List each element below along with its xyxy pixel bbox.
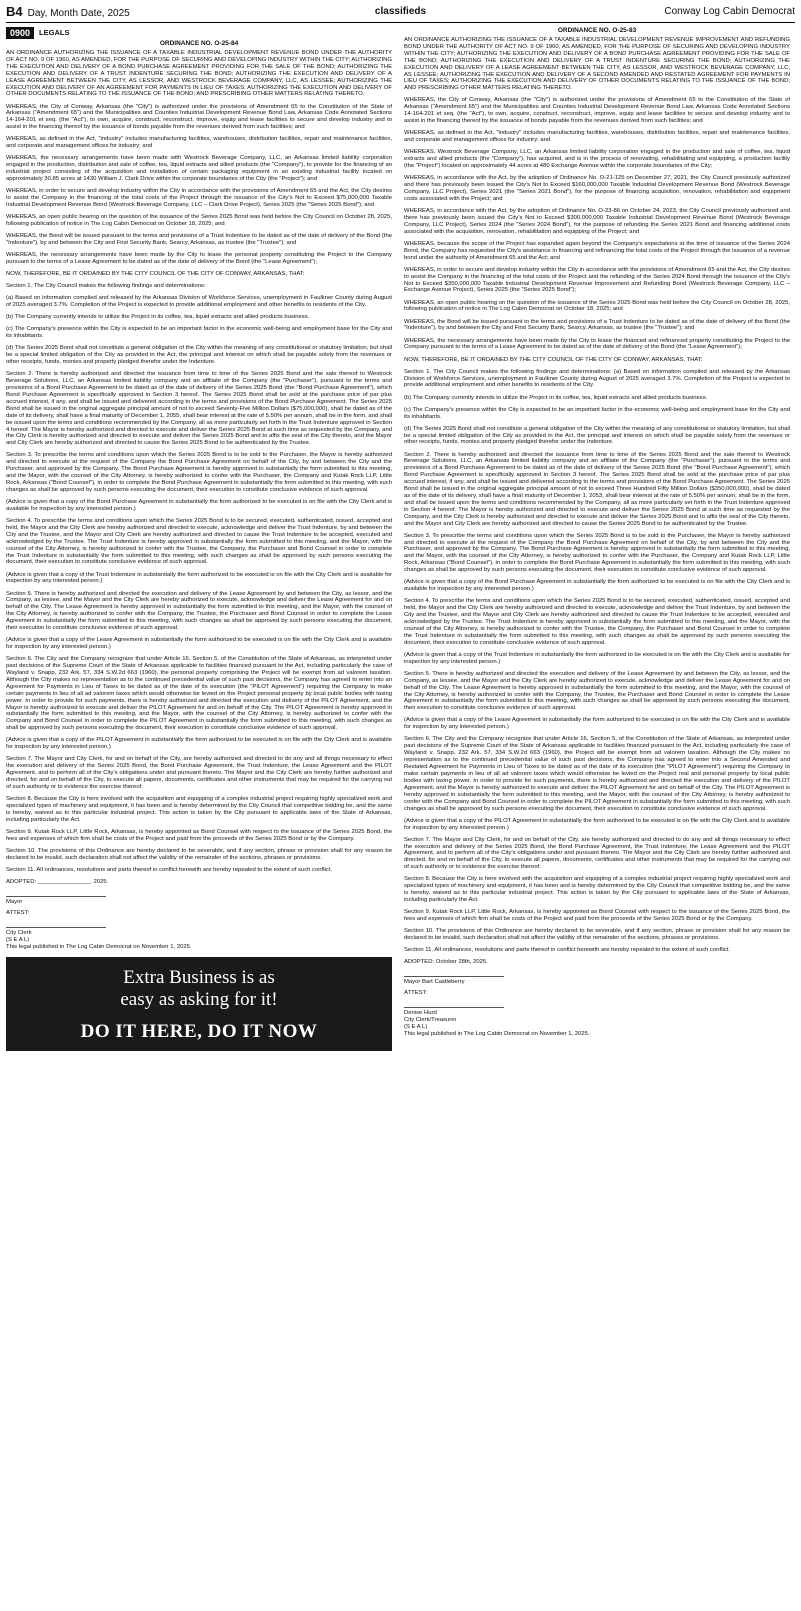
ordinance-paragraph: Section 5. There is hereby authorized and directed the execution and delivery of the Lease Agreement by and between the City, as lessor, and the Company, as lessee, and the Mayor and the City Clerk are hereby authorized to execute, acknowledge and deliver the Lease Agreement for and on behalf of the City. The Lease Agreement is hereby approved in substantially the form submitted to this meeting, and the Mayor, with the counsel of the City Attorney, is hereby authorized to confer with the Company, the Trustee, the Purchaser and Bond Counsel in order to complete the Lease Agreement in substantially the form submitted to this meeting, with such changes as shall be approved by such persons executing the document, their execution to constitute conclusive evidence of such approval. [404, 670, 790, 712]
attest-label: ATTEST: [404, 990, 428, 997]
house-ad[interactable] [6, 957, 392, 1051]
ordinance-paragraph: Section 2. There is hereby authorized and directed the issuance from time to time of the Series 2025 Bond and the sale thereof to Westrock Beverage Solutions, LLC, an Arkansas limited liability company and an affiliate of the Company (the "Purchaser"), pursuant to the terms and provisions of a Bond Purchase Agreement to be dated as of the date of delivery of the Series 2025 Bond (the "Bond Purchase Agreement"), which Bond Purchase Agreement is specifically approved in Section 3 hereof. The Series 2025 Bond shall be sold at the purchase price of par plus accrued interest, if any, and shall be issued and delivered according to the terms and provisions of the Bond Purchase Agreement. The Series 2025 Bond shall be issued in the original aggregate principal amount of not to exceed Three Hundred Fifty Million Dollars ($350,000,000), shall be dated as of the date of its delivery, shall have a final maturity of December 1, 2053, shall bear interest at the rate of 5.50% per annum, shall be in the form, and shall be issued upon the terms and conditions recommended by the Company, all as more particularly set forth in the Trust Indenture approved in Section 4 hereof. The Mayor is hereby authorized and directed to execute and deliver the Series 2025 Bond at such time as requested by the Company, and the City Clerk is hereby authorized and directed to execute and deliver the Series 2025 Bond and to affix the seal of the City thereto, and the Mayor and City Clerk are hereby authorized and directed to cause the Series 2025 Bond to be authenticated by the Trustee. [404, 451, 790, 527]
left-column [6, 26, 392, 1051]
ordinance-paragraph: (d) The Series 2025 Bond shall not constitute a general obligation of the City within the meaning of any constitutional or statutory limitation, but shall be a special limited obligation of the City as provided in the Act, the principal and interest on which shall be payable solely from the revenues or other receipts, funds, monies and property pledged therefor under the Indenture. [6, 345, 392, 366]
ordinance-paragraph: (Advice is given that a copy of the Lease Agreement in substantially the form authorized to be executed is on file with the City Clerk and is available for inspection by any interested person.) [404, 717, 790, 731]
clerk-name: Denise Hurd [404, 1010, 437, 1017]
ordinance-paragraph: (Advice is given that a copy of the Bond Purchase Agreement in substantially the form authorized to be executed is on file with the City Clerk and is available for inspection by any interested person.) [404, 579, 790, 593]
adopted-line: ADOPTED: October 28th, 2025. [404, 959, 488, 966]
ordinance-paragraph: Section 11. All ordinances, resolutions and parts thereof in conflict herewith are hereby repealed to the extent of such conflict. [404, 947, 731, 954]
ordinance-paragraph: WHEREAS, Westrock Beverage Company, LLC, an Arkansas limited liability corporation engaged in the production and sale of coffee, tea, liquid extracts and allied products (the "Company"), has acquired, and is in the process of renovating, rehabilitating and equipping, a production facility (the "Project") located on approximately 44 acres at 480 Exchange Avenue within the corporate boundaries of the City; [404, 149, 790, 170]
ordinance-body [6, 50, 392, 874]
ordinance-paragraph: Section 3. To prescribe the terms and conditions upon which the Series 2025 Bond is to be sold to the Purchaser, the Mayor is hereby authorized and directed to execute at the request of the Company the Bond Purchase Agreement on behalf of the City, by and between the City and the Purchaser, and approved by the Company. The Bond Purchase Agreement is hereby approved in substantially the form submitted to this meeting, and the Mayor, with the counsel of the City Attorney, is hereby authorized to confer with the Purchaser, the Company and Kutak Rock LLP, Little Rock, Arkansas ("Bond Counsel"), in order to complete the Bond Purchase Agreement in substantially the form submitted to this meeting, with such changes as shall be approved by such persons executing the document, their execution to constitute conclusive evidence of such approval. [404, 532, 790, 574]
ordinance-paragraph: Section 4. To prescribe the terms and conditions upon which the Series 2025 Bond is to be secured, executed, authenticated, issued, accepted and held, the Mayor and the City Clerk are hereby authorized and directed to execute, acknowledge and deliver the Trust Indenture, by and between the City and the Trustee, and the Mayor and City Clerk are hereby authorized and directed to cause the Trust Indenture to be accepted, executed and acknowledged by the Trustee. The Trust Indenture is hereby approved in substantially the form submitted to this meeting, and the Mayor, with the counsel of the City Attorney, is hereby authorized to confer with the Trustee, the Company, the Purchaser and Bond Counsel in order to complete the Trust Indenture in substantially the form submitted to this meeting, with such changes as shall be approved by such persons executing the document, their execution to constitute conclusive evidence of such approval. [6, 518, 392, 566]
ordinance-paragraph: Section 9. Kutak Rock LLP, Little Rock, Arkansas, is hereby appointed as Bond Counsel with respect to the issuance of the Series 2025 Bond, the fees and expenses of which firm shall be costs of the Project and paid from the proceeds of the Series 2025 Bond or by the Company. [6, 828, 392, 842]
signature-block [6, 879, 392, 951]
ordinance-paragraph: WHEREAS, as defined in the Act, "industry" includes manufacturing facilities, warehouses, distribution facilities, repair and maintenance facilities, and corporate and management offices for industry; and [404, 130, 790, 144]
signature-line [6, 890, 106, 897]
ordinance-paragraph: WHEREAS, the necessary arrangements have been made by the City to lease the financed and refinanced property constituting the Project to the Company pursuant to the terms of a Lease Agreement to be dated as of the date of delivery of the Bond (the "Lease Agreement"); [404, 337, 790, 351]
ordinance-paragraph: Section 8. Because the City is here involved with the acquisition and equipping of a complex industrial project requiring highly specialized work and specialized types of machinery and equipment, it has been and is hereby determined by the City Council that competitive bidding be, and the same is hereby, waived as to this particular industrial project. This action is taken by the City pursuant to applicable laws of the State of Arkansas, including particularly the Act. [404, 876, 790, 904]
attest-label: ATTEST: [6, 909, 30, 916]
right-column [404, 26, 790, 1051]
ordinance-paragraph: WHEREAS, the City of Conway, Arkansas (the "City") is authorized under the provisions of Amendment 65 to the Constitution of the State of Arkansas ("Amendment 65") and the Municipalities and Counties Industrial Development Revenue Bond Law, Arkansas Code Annotated Sections 14-164-201 et seq. (the "Act"), to own, acquire, construct, reconstruct, improve, equip and lease facilities to secure and develop industry and to assist in the financing thereof by the issuance of bonds payable from the revenues derived from such facilities; and [404, 97, 790, 125]
page-info [6, 4, 130, 19]
ordinance-paragraph: Section 2. There is hereby authorized and directed the issuance from time to time of the Series 2025 Bond and the sale thereof to Westrock Beverage Solutions, LLC, an Arkansas limited liability company and an affiliate of the Company (the "Purchaser"), pursuant to the terms and provisions of a Bond Purchase Agreement to be dated as of the date of delivery of the Series 2025 Bond (the "Bond Purchase Agreement"), which Bond Purchase Agreement is specifically approved in Section 3 hereof. The Series 2025 Bond shall be sold at the purchase price of par plus accrued interest, if any, and shall be issued and delivered according to the terms and provisions of the Bond Purchase Agreement. The Series 2025 Bond shall be issued in the original aggregate principal amount of not to exceed Seventy-Five Million Dollars ($75,000,000), shall be dated as of the date of its delivery, shall have a final maturity of December 1, 2055, shall bear interest at the rate of 5.50% per annum, shall be in the form, and shall be issued upon the terms and conditions recommended by the Company, all as more particularly set forth in the Trust Indenture approved in Section 4 hereof. The Mayor is hereby authorized and directed to execute and deliver the Series 2025 Bond at such time as requested by the Company, and the City Clerk is hereby authorized and directed to execute and deliver the Series 2025 Bond and to affix the seal of the City thereto, and the Mayor and City Clerk are hereby authorized and directed to cause the Series 2025 Bond to be authenticated by the Trustee. [6, 371, 392, 447]
ordinance-paragraph: WHEREAS, in accordance with the Act, by the adoption of Ordinance No. O-21-125 on December 27, 2021, the City Council previously authorized and there has previously been issued the City's Not to Exceed $160,000,000 Taxable Industrial Development Revenue Bond (Westrock Beverage Company, LLC Project), Series 2021 (the "Series 2021 Bond"), for the purpose of financing acquisition, renovation, rehabilitation and equipment costs associated with the Project; and [404, 175, 790, 202]
ordinance-title: ORDINANCE NO. O-25-83 [557, 27, 637, 34]
mayor-title: Mayor [6, 898, 23, 905]
clerk-title: City Clerk/Treasurer [404, 1017, 457, 1024]
mayor-name: Mayor Bart Castleberry [404, 979, 465, 986]
signature-line [404, 970, 504, 977]
ordinance-paragraph: Section 8. Because the City is here involved with the acquisition and equipping of a complex industrial project requiring highly specialized work and specialized types of machinery and equipment, it has been and is hereby determined by the City Council that competitive bidding be, and the same is hereby, waived as to this particular industrial project. This action is taken by the City pursuant to applicable laws of the State of Arkansas, including particularly the Act. [6, 796, 392, 823]
ordinance-paragraph: (b) The Company currently intends to utilize the Project in its coffee, tea, liquid extracts and allied products business. [6, 314, 310, 321]
ordinance-paragraph: AN ORDINANCE AUTHORIZING THE ISSUANCE OF A TAXABLE INDUSTRIAL DEVELOPMENT REVENUE IMPROVEMENT AND REFUNDING BOND UNDER THE AUTHORITY OF ACT NO. 9 OF 1960, AS AMENDED, FOR THE PURPOSE OF SECURING AND DEVELOPING INDUSTRY WITHIN THE CITY; AUTHORIZING THE EXECUTION AND DELIVERY OF A BOND PURCHASE AGREEMENT PROVIDING FOR THE SALE OF THE BOND; AUTHORIZING THE EXECUTION AND DELIVERY OF A TRUST INDENTURE SECURING THE BOND; AUTHORIZING THE EXECUTION AND DELIVERY OF A LEASE AGREEMENT BETWEEN THE CITY, AS LESSOR, AND WESTROCK BEVERAGE COMPANY, LLC, AS LESSEE; AUTHORIZING THE EXECUTION AND DELIVERY OF A SECOND AMENDED AND RESTATED AGREEMENT FOR PAYMENTS IN LIEU OF TAXES; AUTHORIZING THE EXECUTION AND DELIVERY OF OTHER DOCUMENTS RELATING TO THE ISSUANCE OF THE BOND; AND PRESCRIBING OTHER MATTERS RELATING THERETO. [404, 37, 790, 92]
publication-name: Conway Log Cabin Democrat [664, 5, 795, 17]
ordinance-paragraph: NOW, THEREFORE, BE IT ORDAINED BY THE CITY COUNCIL OF THE CITY OF CONWAY, ARKANSAS, THAT: [404, 356, 703, 363]
category-name: LEGALS [39, 28, 70, 37]
ordinance-paragraph: (Advice is given that a copy of the Trust Indenture in substantially the form authorized to be executed is on file with the City Clerk and is available for inspection by any interested person.) [6, 571, 392, 585]
ordinance-paragraph: WHEREAS, the City of Conway, Arkansas (the "City") is authorized under the provisions of Amendment 65 to the Constitution of the State of Arkansas ("Amendment 65") and the Municipalities and Counties Industrial Development Revenue Bond Law, Arkansas Code Annotated Sections 14-164-201 et seq. (the "Act"), to own, acquire, construct, reconstruct, improve, equip and lease facilities to secure and develop industry and to assist in the financing thereof by the issuance of bonds payable from the revenues derived from such facilities; and [6, 103, 392, 131]
signature-line [6, 921, 106, 928]
ordinance-paragraph: (Advice is given that a copy of the PILOT Agreement in substantially the form authorized to be executed is on file with the City Clerk and is available for inspection by any interested person.) [6, 737, 392, 751]
clerk-title: City Clerk [6, 929, 32, 936]
ordinance-paragraph: (Advice is given that a copy of the PILOT Agreement in substantially the form authorized to be executed is on file with the City Clerk and is available for inspection by any interested person.) [404, 817, 790, 831]
ordinance-paragraph: (c) The Company's presence within the City is expected to be an important factor in the economic well-being and employment base for the City and its inhabitants. [404, 406, 790, 420]
ordinance-paragraph: NOW, THEREFORE, BE IT ORDAINED BY THE CITY COUNCIL OF THE CITY OF CONWAY, ARKANSAS, THAT: [6, 271, 305, 278]
category-code: 0900 [6, 27, 34, 39]
ordinance-paragraph: (a) Based on information compiled and released by the Arkansas Division of Workforce Services, unemployment in Faulkner County during August of 2025 averaged 3.7%. Completion of the Project is expected to provide additional employment and other benefits to residents of the City. [6, 295, 392, 309]
ordinance-paragraph: Section 1. The City Council makes the following findings and determinations: [6, 283, 206, 290]
ordinance-paragraph: Section 5. There is hereby authorized and directed the execution and delivery of the Lease Agreement by and between the City, as lessor, and the Company, as lessee, and the Mayor and the City Clerk are hereby authorized to execute, acknowledge and deliver the Lease Agreement for and on behalf of the City. The Lease Agreement is hereby approved in substantially the form submitted to this meeting, and the Mayor, with the counsel of the City Attorney, is hereby authorized to confer with the Company, the Trustee, the Purchaser and Bond Counsel in order to complete the Lease Agreement in substantially the form submitted to this meeting, with such changes as shall be approved by such persons executing the document, their execution to constitute conclusive evidence of such approval. [6, 590, 392, 632]
ordinance-paragraph: Section 10. The provisions of this Ordinance are hereby declared to be severable, and if any section, phrase or provision shall for any reason be declared to be invalid, such declaration shall not affect the validity of the remainder of the sections, phrases or provisions. [404, 928, 790, 942]
ordinance-paragraph: (Advice is given that a copy of the Trust Indenture in substantially the form authorized to be executed is on file with the City Clerk and is available for inspection by any interested person.) [404, 651, 790, 665]
ordinance-paragraph: WHEREAS, the necessary arrangements have been made by the City to lease the personal property constituting the Project to the Company pursuant to the terms of a Lease Agreement to be dated as of the date of delivery of the Bond (the "Lease Agreement"); [6, 252, 392, 265]
publication-note: This legal published in The Log Cabin Democrat on November 1, 2025. [6, 943, 192, 950]
ad-headline-2: easy as asking for it! [120, 988, 278, 1010]
ad-call-to-action: DO IT HERE, DO IT NOW [80, 1020, 318, 1042]
ad-headline-1: Extra Business is as [123, 966, 275, 988]
ordinance-paragraph: WHEREAS, in accordance with the Act, by the adoption of Ordinance No. O-23-86 on October 24, 2023, the City Council previously authorized and there has previously been issued the City's Not to Exceed $300,000,000 Taxable Industrial Development Revenue Bond (Westrock Beverage Company, LLC Project), Series 2024 (the "Series 2024 Bond"), for the purpose of refunding the Series 2021 Bond and financing additional costs associated with the acquisition, renovation, rehabilitation and equipping of the Project; and [404, 207, 790, 235]
ordinance-title: ORDINANCE NO. O-25-84 [159, 40, 239, 47]
ordinance-paragraph: Section 7. The Mayor and City Clerk, for and on behalf of the City, are hereby authorized and directed to do any and all things necessary to effect the execution and delivery of the Series 2025 Bond, the Bond Purchase Agreement, the Trust Indenture, the Lease Agreement and the PILOT Agreement, and to perform all of the City's obligations under and pursuant thereto. The Mayor and the City Clerk are hereby further authorized and directed, for and on behalf of the City, to execute all papers, documents, certificates and other instruments that may be required for the carrying out of such authority or to evidence the exercise thereof. [6, 756, 392, 790]
section-title: classifieds [374, 5, 427, 17]
ordinance-paragraph: Section 3. To prescribe the terms and conditions upon which the Series 2025 Bond is to be sold to the Purchaser, the Mayor is hereby authorized and directed to execute at the request of the Company the Bond Purchase Agreement on behalf of the City, by and between the City and the Purchaser, and approved by the Company. The Bond Purchase Agreement is hereby approved in substantially the form submitted to this meeting, and the Mayor, with the counsel of the City Attorney, is hereby authorized to confer with the Purchaser, the Company and Kutak Rock LLP, Little Rock, Arkansas ("Bond Counsel"), in order to complete the Bond Purchase Agreement in substantially the form submitted to this meeting, with such changes as shall be approved by such persons executing the document, their execution to constitute conclusive evidence of such approval. [6, 452, 392, 493]
ordinance-paragraph: WHEREAS, in order to secure and develop industry within the City in accordance with the provisions of Amendment 65 and the Act, the City desires to assist the Company in the financing of the total costs of the Project and the refunding of the Series 2024 Bond through the issuance of the City's Not to Exceed $350,000,000 Taxable Industrial Development Revenue Improvement and Refunding Bond (Westrock Beverage Company, LLC – Exchange Avenue Project), Series 2025 (the "Series 2025 Bond"); [404, 266, 790, 294]
ordinance-paragraph: (c) The Company's presence within the City is expected to be an important factor in the economic well-being and employment base for the City and its inhabitants. [6, 326, 392, 340]
seal-mark: (S E A L) [6, 936, 30, 943]
category-bar [6, 26, 392, 39]
page-number: B4 [6, 3, 23, 19]
ordinance-paragraph: WHEREAS, an open public hearing on the question of the issuance of the Series 2025 Bond was held before the City Council on October 28, 2025, following publication of notice in The Log Cabin Democrat on October 18, 2025; and [404, 299, 790, 313]
ordinance-paragraph: WHEREAS, because the scope of the Project has expanded again beyond the Company's expectations at the time of issuance of the Series 2024 Bond, the Company has requested the City's assistance in financing and refinancing the total costs of the Project through the issuance of a revenue bond under the authority of Amendment 65 and the Act; and [404, 240, 790, 261]
ordinance-paragraph: (b) The Company currently intends to utilize the Project in its coffee, tea, liquid extracts and allied products business. [404, 394, 708, 401]
signature-line [404, 1001, 504, 1008]
ordinance-paragraph: WHEREAS, the Bond will be issued pursuant to the terms and provisions of a Trust Indenture to be dated as of the date of delivery of the Bond (the "Indenture"), by and between the City and First Security Bank, Searcy, Arkansas, as trustee (the "Trustee"); and [404, 318, 790, 332]
ordinance-paragraph: (d) The Series 2025 Bond shall not constitute a general obligation of the City within the meaning of any constitutional or statutory limitation, but shall be a special limited obligation of the City as provided in the Act, the principal and interest on which shall be payable solely from the revenues or other receipts, funds, monies and property pledged therefor under the Indenture. [404, 425, 790, 446]
ordinance-paragraph: Section 4. To prescribe the terms and conditions upon which the Series 2025 Bond is to be secured, executed, authenticated, issued, accepted and held, the Mayor and the City Clerk are hereby authorized and directed to execute, acknowledge and deliver the Trust Indenture, by and between the City and the Trustee, and the Mayor and City Clerk are hereby authorized and directed to cause the Trust Indenture to be accepted, executed and acknowledged by the Trustee. The Trust Indenture is hereby approved in substantially the form submitted to this meeting, and the Mayor, with the counsel of the City Attorney, is hereby authorized to confer with the Trustee, the Company, the Purchaser and Bond Counsel in order to complete the Trust Indenture in substantially the form submitted to this meeting, with such changes as shall be approved by such persons executing the document, their execution to constitute conclusive evidence of such approval. [404, 598, 790, 646]
ordinance-paragraph: WHEREAS, an open public hearing on the question of the issuance of the Series 2025 Bond was held before the City Council on October 28, 2025, following publication of notice in The Log Cabin Democrat on October 18, 2025; and [6, 214, 392, 227]
ordinance-paragraph: (Advice is given that a copy of the Lease Agreement in substantially the form authorized to be executed is on file with the City Clerk and is available for inspection by any interested person.) [6, 637, 392, 651]
issue-date: Day, Month Date, 2025 [27, 7, 130, 19]
signature-block [404, 959, 790, 1038]
ordinance-paragraph: Section 10. The provisions of this Ordinance are hereby declared to be severable, and if any section, phrase or provision shall for any reason be declared to be invalid, such declaration shall not affect the validity of the remainder of the sections, phrases or provisions. [6, 847, 392, 861]
ordinance-paragraph: AN ORDINANCE AUTHORIZING THE ISSUANCE OF A TAXABLE INDUSTRIAL DEVELOPMENT REVENUE BOND UNDER THE AUTHORITY OF ACT NO. 9 OF 1960, AS AMENDED, FOR THE PURPOSE OF SECURING AND DEVELOPING INDUSTRY WITHIN THE CITY; AUTHORIZING THE EXECUTION AND DELIVERY OF A BOND PURCHASE AGREEMENT PROVIDING FOR THE SALE OF THE BOND; AUTHORIZING THE EXECUTION AND DELIVERY OF A TRUST INDENTURE SECURING THE BOND; AUTHORIZING THE EXECUTION AND DELIVERY OF A LEASE AGREEMENT BETWEEN THE CITY, AS LESSOR, AND WESTROCK BEVERAGE COMPANY, LLC, AS LESSEE; AUTHORIZING THE EXECUTION AND DELIVERY OF AN AGREEMENT FOR PAYMENTS IN LIEU OF TAXES; AUTHORIZING THE EXECUTION AND DELIVERY OF OTHER DOCUMENTS RELATING TO THE ISSUANCE OF THE BOND; AND PRESCRIBING OTHER MATTERS RELATING THERETO. [6, 50, 392, 98]
ordinance-paragraph: Section 9. Kutak Rock LLP, Little Rock, Arkansas, is hereby appointed as Bond Counsel with respect to the issuance of the Series 2025 Bond, the fees and expenses of which firm shall be costs of the Project and paid from the proceeds of the Series 2025 Bond or by the Company. [404, 909, 790, 923]
ordinance-paragraph: (Advice is given that a copy of the Bond Purchase Agreement in substantially the form authorized to be executed is on file with the City Clerk and is available for inspection by any interested person.) [6, 499, 392, 512]
publication-note: This legal published in The Log Cabin Democrat on November 1, 2025. [404, 1031, 590, 1038]
ordinance-paragraph: WHEREAS, the Bond will be issued pursuant to the terms and provisions of a Trust Indenture to be dated as of the date of delivery of the Bond (the "Indenture"), by and between the City and First Security Bank, Searcy, Arkansas, as trustee (the "Trustee"); and [6, 233, 392, 246]
ordinance-paragraph: WHEREAS, as defined in the Act, "industry" includes manufacturing facilities, warehouses, distribution facilities, repair and maintenance facilities, and corporate and management offices for industry; and [6, 136, 392, 150]
ordinance-paragraph: WHEREAS, in order to secure and develop industry within the City in accordance with the provisions of Amendment 65 and the Act, the City desires to assist the Company in the financing of the total costs of the Project through the issuance of the City's Not to Exceed $75,000,000 Taxable Industrial Development Revenue Bond (Westrock Beverage Company, LLC – Clark Drive Project), Series 2025 (the "Series 2025 Bond"); and [6, 188, 392, 208]
ordinance-paragraph: Section 7. The Mayor and City Clerk, for and on behalf of the City, are hereby authorized and directed to do any and all things necessary to effect the execution and delivery of the Series 2025 Bond, the Bond Purchase Agreement, the Trust Indenture, the Lease Agreement and the PILOT Agreement, and to perform all of the City's obligations under and pursuant thereto. The Mayor and the City Clerk are hereby further authorized and directed, for and on behalf of the City, to execute all papers, documents, certificates and other instruments that may be required for the carrying out of such authority or to evidence the exercise thereof. [404, 836, 790, 871]
ordinance-body [404, 37, 790, 954]
seal-mark: (S E A L) [404, 1024, 428, 1031]
ordinance-paragraph: Section 6. The City and the Company recognize that under Article 16, Section 5, of the Constitution of the State of Arkansas, as interpreted under past decisions of the Supreme Court of the State of Arkansas applicable to facilities financed pursuant to the Act, including particularly the case of Wayland v. Snapp, 232 Ark. 57, 334 S.W.2d 663 (1960), the Project will be exempt from ad valorem taxation. Although the City makes no representation as to the continued precedential value of such past decisions, the Company has agreed to enter into a Second Amended and Restated Agreement for Payments in Lieu of Taxes to be dated as of the date of its execution (the "PILOT Agreement") requiring the Company to make certain payments in lieu of all ad valorem taxes which would otherwise be levied on the Project real and personal property by local public bodies with taxing power. In order to provide for such payments, there is hereby authorized and directed the execution and delivery of the PILOT Agreement, and the Mayor is hereby authorized to execute and deliver the PILOT Agreement for and on behalf of the City. The PILOT Agreement is hereby approved in substantially the form submitted to this meeting, and the Mayor, with the counsel of the City Attorney, is hereby authorized to confer with the Company and Bond Counsel in order to complete the PILOT Agreement in substantially the form submitted to this meeting, with such changes as shall be approved by such persons executing the document, their execution to constitute conclusive evidence of such approval. [404, 736, 790, 812]
adopted-line: ADOPTED: ________________, 2025. [6, 878, 109, 885]
ordinance-paragraph: Section 1. The City Council makes the following findings and determinations: (a) Based on information compiled and released by the Arkansas Division of Workforce Services, unemployment in Faulkner County during August of 2025 averaged 3.7%. Completion of the Project is expected to provide additional employment and other benefits to residents of the City. [404, 368, 790, 389]
ordinance-paragraph: Section 6. The City and the Company recognize that under Article 16, Section 5, of the Constitution of the State of Arkansas, as interpreted under past decisions of the Supreme Court of the State of Arkansas applicable to facilities financed pursuant to the Act, including particularly the case of Wayland v. Snapp, 232 Ark. 57, 334 S.W.2d 663 (1960), the personal property comprising the Project will be exempt from ad valorem taxation. Although the City makes no representation as to the continued precedential value of such past decisions, the Company has agreed to enter into an Agreement for Payments in Lieu of Taxes to be dated as of the date of its execution (the "PILOT Agreement") requiring the Company to make certain payments in lieu of all ad valorem taxes which would otherwise be levied on the Project personal property by local public bodies with taxing power. In order to provide for such payments, there is hereby authorized and directed the execution and delivery of the PILOT Agreement, and the Mayor is hereby authorized to execute and deliver the PILOT Agreement for and on behalf of the City. The PILOT Agreement is hereby approved in substantially the form submitted to this meeting, and the Mayor, with the counsel of the City Attorney, is hereby authorized to confer with the Company and Bond Counsel in order to complete the PILOT Agreement in substantially the form submitted to this meeting, with such changes as shall be approved by such persons executing the document, their execution to constitute conclusive evidence of such approval. [6, 656, 392, 732]
ordinance-paragraph: Section 11. All ordinances, resolutions and parts thereof in conflict herewith are hereby repealed to the extent of such conflict. [6, 866, 333, 873]
legals-columns [6, 26, 795, 1051]
page-header [6, 0, 795, 23]
ordinance-paragraph: WHEREAS, the necessary arrangements have been made with Westrock Beverage Company, LLC, an Arkansas limited liability corporation engaged in the production, distribution and sale of coffee, tea, liquid extracts and allied products (the "Company"), to provide for the financing of an industrial project consisting of the acquisition and installation of certain packaging equipment in an existing industrial facility located on approximately 30.85 acres at 1430 William J. Clark Drive within the corporate boundaries of the City (the "Project"); and [6, 155, 392, 183]
